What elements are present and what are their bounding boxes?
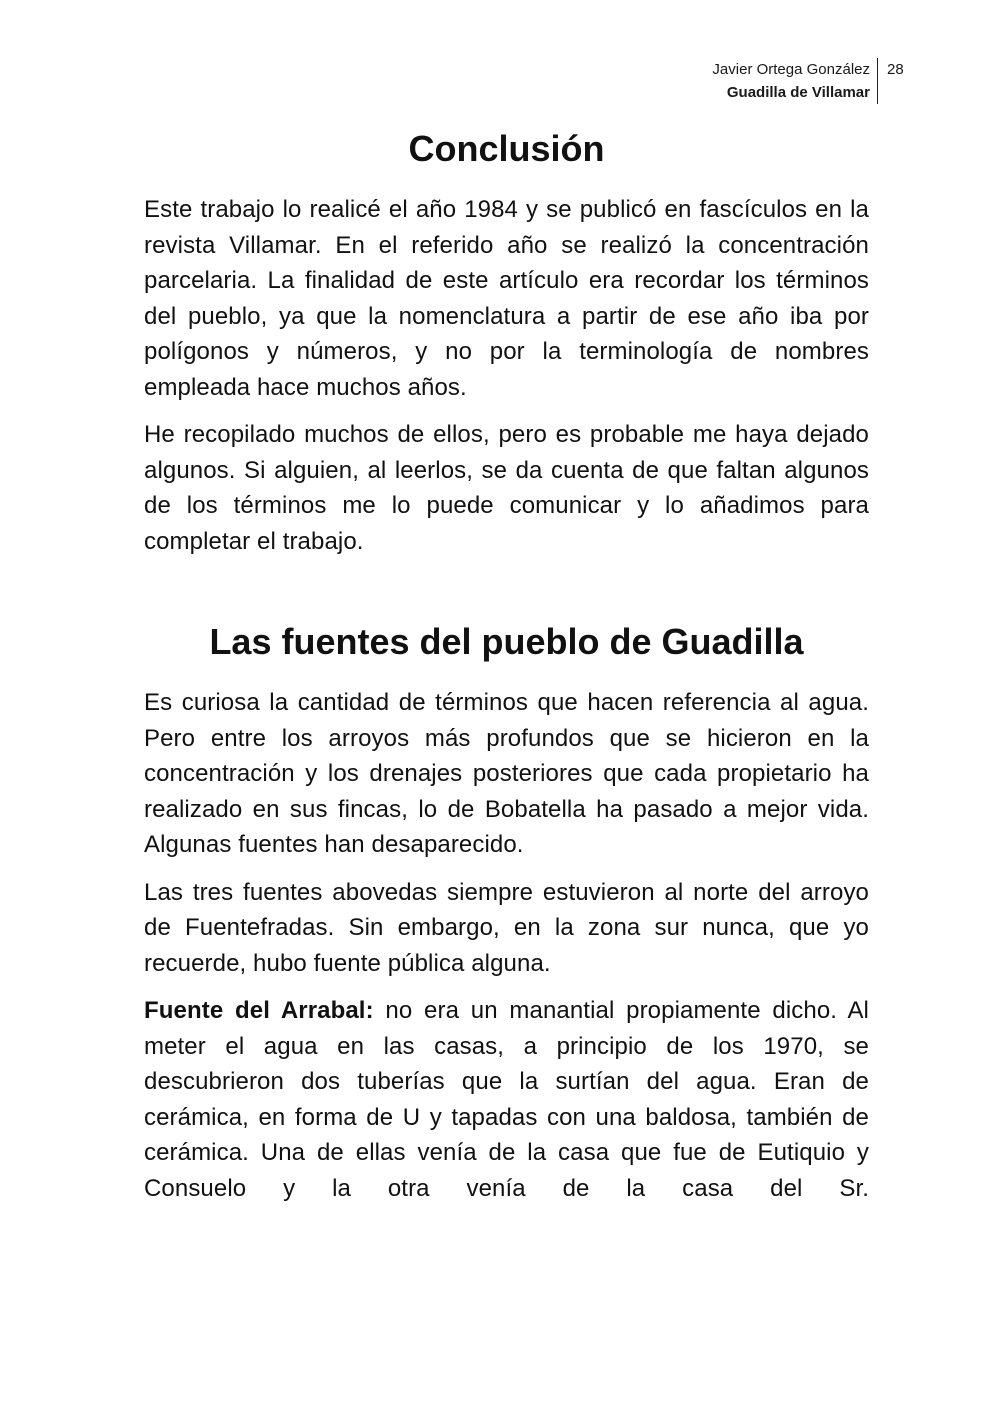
paragraph-fuente-arrabal bbox=[144, 993, 869, 1206]
section-title-fuentes: Las fuentes del pueblo de Guadilla bbox=[209, 621, 804, 662]
paragraph-text: no era un manantial propiamente dicho. Al meter el agua en las casas, a principio de los 1970, se descubrieron dos tuberías que la surtían del agua. Eran de cerámica, en forma de U y tapadas con una baldosa, también de cerámica. Una de ellas venía de la casa que fue de Eutiquio y Consuelo y la otra venía de la casa del Sr. bbox=[144, 997, 869, 1202]
header-book-title: Guadilla de Villamar bbox=[726, 84, 870, 101]
paragraph-lead-term: Fuente del Arrabal: bbox=[144, 997, 374, 1024]
paragraph: Las tres fuentes abovedas siempre estuvieron al norte del arroyo de Fuentefradas. Sin embargo, en la zona sur nunca, que yo recuerde, hubo fuente pública alguna. bbox=[144, 878, 869, 977]
section-title-conclusion: Conclusión bbox=[408, 128, 605, 169]
paragraph: He recopilado muchos de ellos, pero es probable me haya dejado algunos. Si alguien, al leerlos, se da cuenta de que faltan algunos de los términos me lo puede comunicar y lo añadimos para completar el trabajo. bbox=[144, 421, 869, 555]
paragraph: Es curiosa la cantidad de términos que hacen referencia al agua. Pero entre los arroyos más profundos que se hicieron en la concentración y los drenajes posteriores que cada propietario ha realizado en sus fincas, lo de Bobatella ha pasado a mejor vida. Algunas fuentes han desaparecido. bbox=[144, 689, 869, 858]
header-author: Javier Ortega González bbox=[712, 61, 870, 78]
running-header bbox=[712, 58, 878, 104]
page-number: 28 bbox=[887, 61, 904, 78]
page-body bbox=[144, 124, 869, 1218]
paragraph: Este trabajo lo realicé el año 1984 y se publicó en fascículos en la revista Villamar. En el referido año se realizó la concentración parcelaria. La finalidad de este artículo era recordar los términos del pueblo, ya que la nomenclatura a partir de ese año iba por polígonos y números, y no por la terminología de nombres empleada hace muchos años. bbox=[144, 196, 869, 401]
